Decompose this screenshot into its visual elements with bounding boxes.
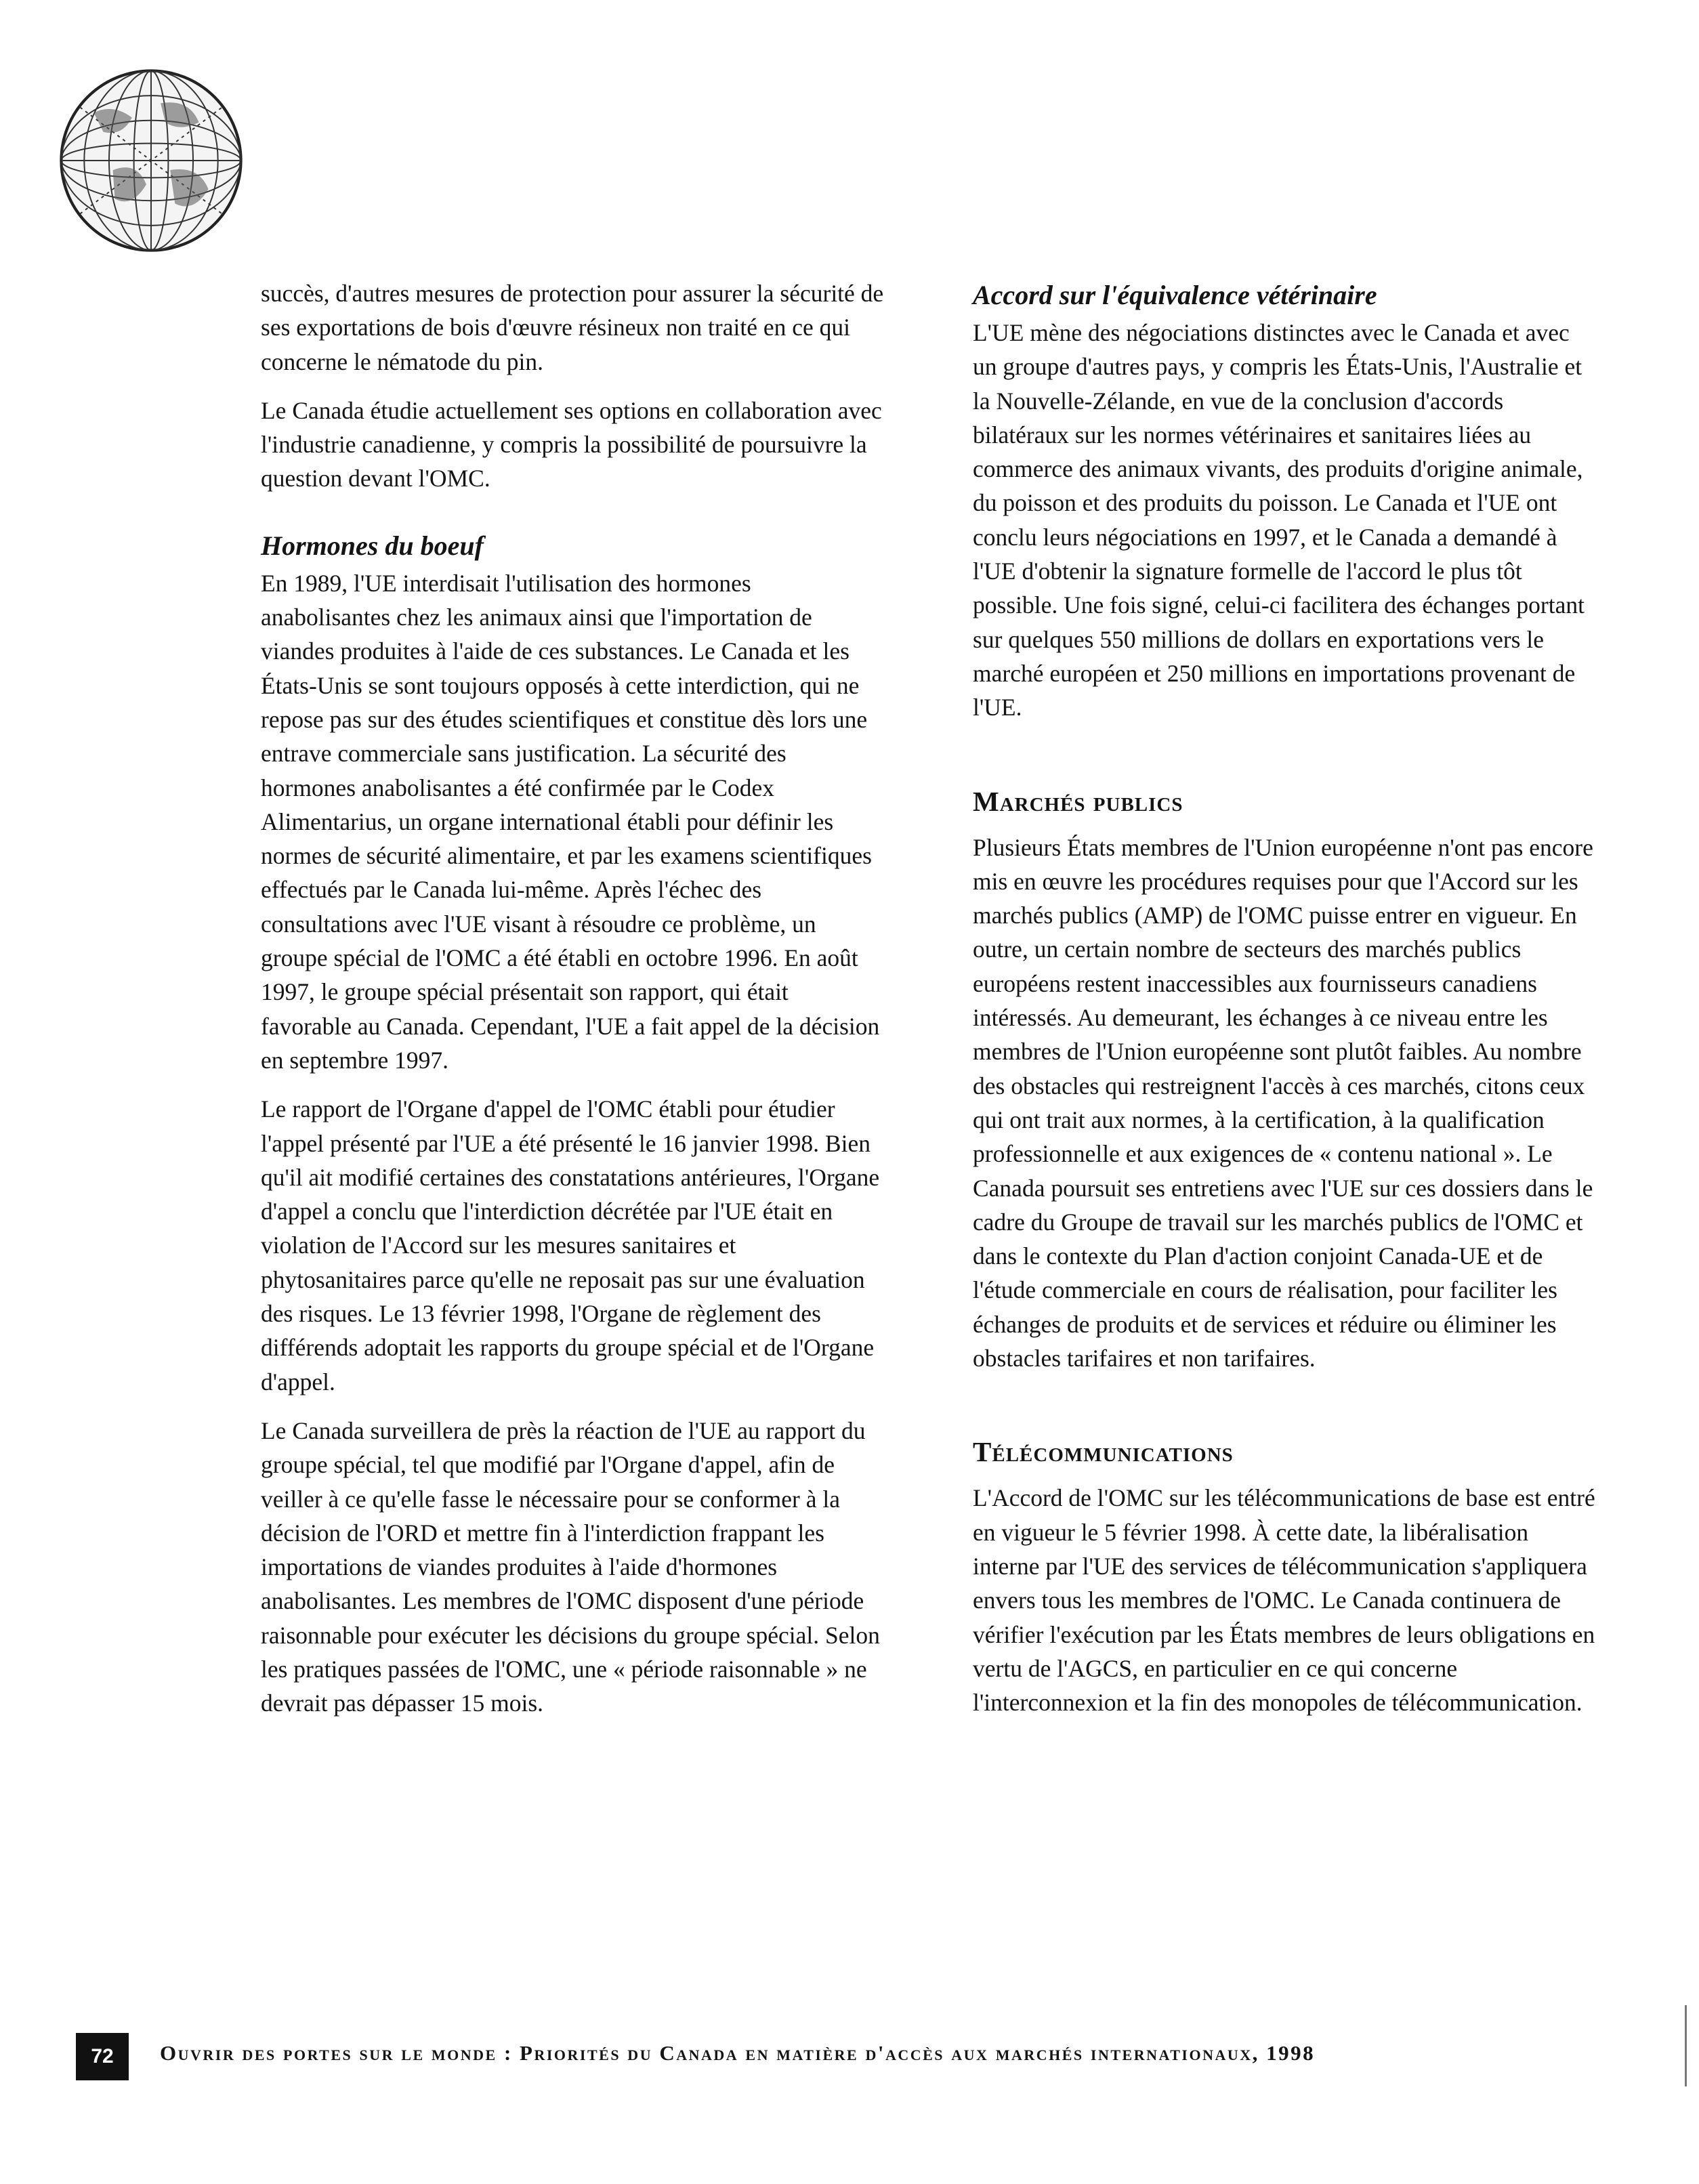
paragraph: Le Canada étudie actuellement ses options en collaboration avec l'industrie canadienne, y compris la possibilité de poursuivre la question devant l'OMC.	[261, 396, 882, 492]
page-number: 72	[76, 2033, 129, 2080]
scan-edge-mark	[1685, 2005, 1687, 2086]
paragraph: L'Accord de l'OMC sur les télécommunications de base est entré en vigueur le 5 février 1998. À cette date, la libéralisation interne par l'UE des services de télécommunication s'appliquera envers tous les membres de l'OMC. Le Canada continuera de vérifier l'exécution par les États membres de leurs obligations en vertu de l'AGCS, en particulier en ce qui concerne l'interconnexion et la fin des monopoles de télécommunication.	[973, 1484, 1595, 1717]
section-heading-telecom: Télécommunications	[973, 1436, 1234, 1468]
paragraph: L'UE mène des négociations distinctes avec le Canada et avec un groupe d'autres pays, y compris les États-Unis, l'Australie et la Nouvelle-Zélande, en vue de la conclusion d'accords bilatéraux sur les normes vétérinaires et sanitaires liées au commerce des animaux vivants, des produits d'origine animale, du poisson et des produits du poisson. Le Canada et l'UE ont conclu leurs négociations en 1997, et le Canada a demandé à l'UE d'obtenir la signature formelle de l'accord le plus tôt possible. Une fois signé, celui-ci facilitera des échanges portant sur quelques 550 millions de dollars en exportations vers le marché européen et 250 millions en importations provenant de l'UE.	[973, 319, 1585, 721]
paragraph: Plusieurs États membres de l'Union européenne n'ont pas encore mis en œuvre les procédures requises pour que l'Accord sur les marchés publics (AMP) de l'OMC puisse entrer en vigueur. En outre, un certain nombre de secteurs des marchés publics européens restent inaccessibles aux fournisseurs canadiens intéressés. Au demeurant, les échanges à ce niveau entre les membres de l'Union européenne sont plutôt faibles. Au nombre des obstacles qui restreignent l'accès à ces marchés, citons ceux qui ont trait aux normes, à la certification, à la qualification professionnelle et aux exigences de « contenu national ». Le Canada poursuit ses entretiens avec l'UE sur ces dossiers dans le cadre du Groupe de travail sur les marchés publics de l'OMC et dans le contexte du Plan d'action conjoint Canada-UE et de l'étude commerciale en cours de réalisation, pour faciliter les échanges de produits et de services et réduire ou éliminer les obstacles tarifaires et non tarifaires.	[973, 833, 1593, 1372]
paragraph: En 1989, l'UE interdisait l'utilisation des hormones anabolisantes chez les animaux ainsi que l'importation de viandes produites à l'aide de ces substances. Le Canada et les États-Unis se sont toujours opposés à cette interdiction, qui ne repose pas sur des études scientifiques et constitue dès lors une entrave commerciale sans justification. La sécurité des hormones anabolisantes a été confirmée par le Codex Alimentarius, un organe international établi pour définir les normes de sécurité alimentaire, et par les examens scientifiques effectués par le Canada lui-même. Après l'échec des consultations avec l'UE visant à résoudre ce problème, un groupe spécial de l'OMC a été établi en octobre 1996. En août 1997, le groupe spécial présentait son rapport, qui était favorable au Canada. Cependant, l'UE a fait appel de la décision en septembre 1997.	[261, 569, 880, 1074]
left-column	[261, 276, 884, 1736]
right-column	[973, 276, 1596, 1734]
section-heading-accord: Accord sur l'équivalence vétérinaire	[973, 280, 1377, 310]
section-heading-hormones: Hormones du boeuf	[261, 530, 484, 561]
globe-icon	[56, 65, 247, 256]
paragraph: Le Canada surveillera de près la réaction de l'UE au rapport du groupe spécial, tel que modifié par l'Organe d'appel, afin de veiller à ce qu'elle fasse le nécessaire pour se conformer à la décision de l'ORD et mettre fin à l'interdiction frappant les importations de viandes produites à l'aide d'hormones anabolisantes. Les membres de l'OMC disposent d'une période raisonnable pour exécuter les décisions du groupe spécial. Selon les pratiques passées de l'OMC, une « période raisonnable » ne devrait pas dépasser 15 mois.	[261, 1416, 880, 1717]
page-footer	[76, 2033, 1634, 2080]
footer-title: Ouvrir des portes sur le monde : Priorités du Canada en matière d'accès aux marchés internationaux, 1998	[160, 2041, 1316, 2065]
paragraph: Le rapport de l'Organe d'appel de l'OMC établi pour étudier l'appel présenté par l'UE a été présenté le 16 janvier 1998. Bien qu'il ait modifié certaines des constatations antérieures, l'Organe d'appel a conclu que l'interdiction décrétée par l'UE était en violation de l'Accord sur les mesures sanitaires et phytosanitaires parce qu'elle ne reposait pas sur une évaluation des risques. Le 13 février 1998, l'Organe de règlement des différends adoptait les rapports du groupe spécial et de l'Organe d'appel.	[261, 1095, 880, 1395]
section-heading-marches: Marchés publics	[973, 785, 1183, 817]
paragraph: succès, d'autres mesures de protection pour assurer la sécurité de ses exportations de bois d'œuvre résineux non traité en ce qui concerne le nématode du pin.	[261, 280, 884, 375]
